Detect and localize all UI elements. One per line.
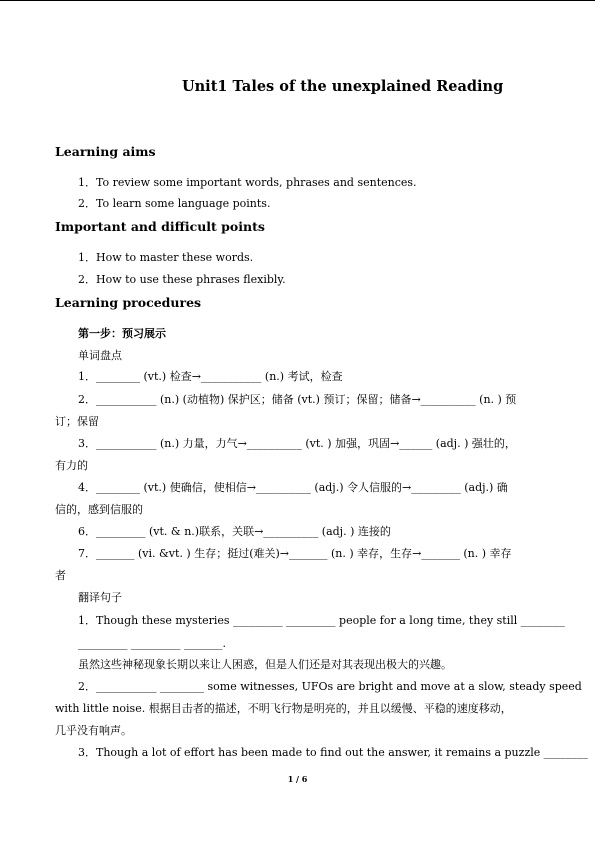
translate-line-1-cont: _________ _________ _______. (78, 637, 226, 650)
page-top-rule (0, 0, 595, 1)
aims-item-1: 1．To review some important words, phrases and sentences. (78, 176, 417, 189)
translate-heading: 翻译句子 (78, 591, 122, 604)
translate-line-2: 2．___________ ________ some witnesses, UFOs are bright and move at a slow, steady speed (78, 680, 582, 693)
translate-line-1: 1．Though these mysteries _________ _________ people for a long time, they still ________ (78, 614, 565, 627)
vocab-line-7: 7．_______ (vi. &vt. ) 生存；挺过(难关)→_______ (n. ) 幸存，生存→_______ (n. ) 幸存 (78, 547, 512, 560)
points-item-1: 1．How to master these words. (78, 251, 254, 264)
vocab-line-3: 3．___________ (n.) 力量，力气→__________ (vt. ) 加强，巩固→______ (adj. ) 强壮的， (78, 437, 516, 450)
aims-item-2: 2．To learn some language points. (78, 197, 271, 210)
learning-procedures-heading: Learning procedures (55, 295, 202, 310)
vocab-heading: 单词盘点 (78, 349, 122, 362)
points-item-2: 2．How to use these phrases flexibly. (78, 273, 286, 286)
step-1-heading: 第一步：预习展示 (78, 327, 166, 340)
learning-aims-heading: Learning aims (55, 144, 156, 159)
vocab-line-2: 2．___________ (n.) (动植物) 保护区；储备 (vt.) 预订；保留；储备→__________ (n. ) 预 (78, 393, 517, 406)
translate-line-3: 3．Though a lot of effort has been made to find out the answer, it remains a puzzle ________ (78, 746, 588, 759)
vocab-line-3-cont: 有力的 (55, 459, 88, 472)
vocab-line-7-cont: 者 (55, 569, 66, 582)
vocab-line-6: 6．_________ (vt. & n.)联系，关联→__________ (adj. ) 连接的 (78, 525, 391, 538)
translate-line-2-cont: with little noise. 根据目击者的描述，不明飞行物是明亮的，并且以缓慢、平稳的速度移动， (55, 702, 512, 715)
translate-line-2-end: 几乎没有响声。 (55, 724, 132, 737)
page-number: 1 / 6 (287, 774, 308, 784)
vocab-line-2-cont: 订；保留 (55, 415, 99, 428)
vocab-line-4: 4．________ (vt.) 使确信，使相信→__________ (adj.) 令人信服的→_________ (adj.) 确 (78, 481, 508, 494)
page-title: Unit1 Tales of the unexplained Reading (182, 78, 504, 95)
important-points-heading: Important and difficult points (55, 219, 265, 234)
vocab-line-1: 1．________ (vt.) 检查→___________ (n.) 考试，检查 (78, 370, 343, 383)
vocab-line-4-cont: 信的，感到信服的 (55, 503, 143, 516)
translate-line-1-chinese: 虽然这些神秘现象长期以来让人困惑，但是人们还是对其表现出极大的兴趣。 (78, 658, 452, 671)
